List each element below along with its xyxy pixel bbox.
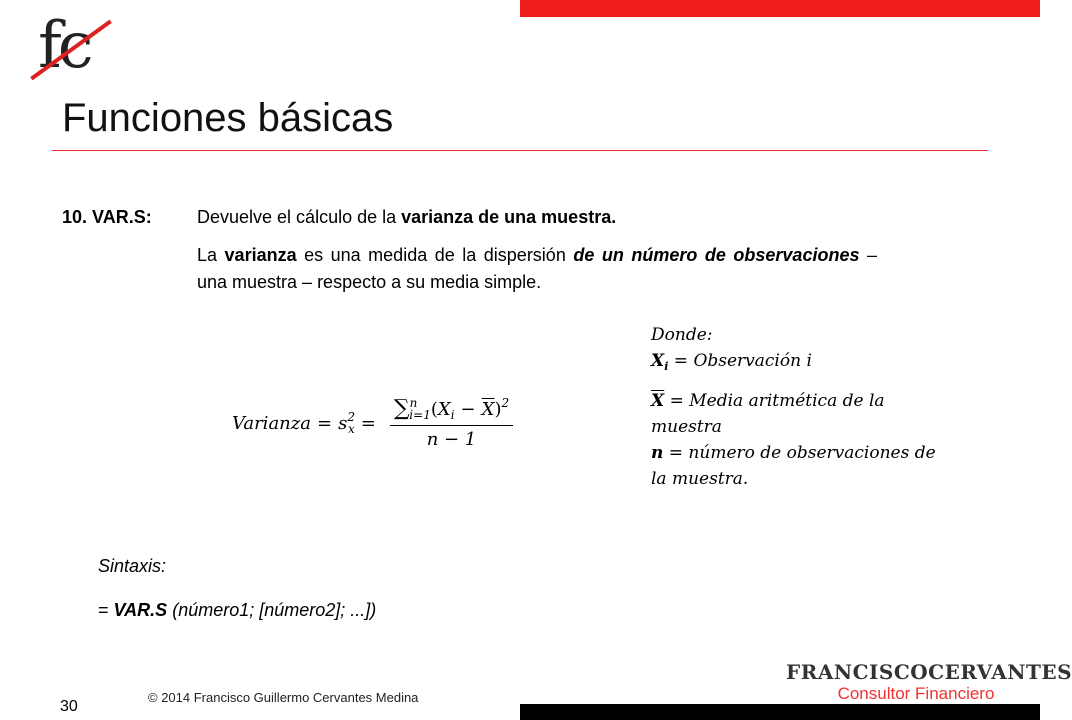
brand-name: FRANCISCOCERVANTES [786,660,1072,684]
syntax-line [98,598,376,622]
syntax-equals: = [98,600,114,620]
close-paren: ) [494,399,502,420]
description-text: Devuelve el cálculo de la [197,207,402,227]
legend-xi [651,348,951,380]
variance-formula [232,388,513,458]
legend-heading: Donde: [651,325,713,345]
paragraph-part5: – una muestra – respecto a su media simple. [197,245,877,292]
bottom-accent-bar [520,704,1040,720]
variance-paragraph [197,242,877,296]
function-description [197,204,897,230]
syntax-label: Sintaxis: [98,556,167,576]
formula-denominator: n − 1 [426,429,477,450]
legend-xbar-text: = Media aritmética de la muestra [651,391,885,437]
paragraph-part4: de un número de observaciones [573,245,860,265]
paragraph-part2: varianza [224,245,297,265]
copyright: © 2014 Francisco Guillermo Cervantes Medina [148,690,419,705]
sum-upper: n [409,396,418,410]
formula-x-bar: $\overline{X}$ [481,399,495,420]
syntax-function: VAR.S [113,600,168,620]
sum-symbol: ∑ [393,396,410,421]
formula-equals-1: = [316,412,333,434]
formula-numerator [390,396,513,426]
paragraph-part1: La [197,245,225,265]
fc-logo [22,10,112,88]
formula-x: X [437,399,451,420]
formula-s-sub: x [347,422,355,436]
brand-subtitle: Consultor Financiero [837,684,995,703]
legend-n [651,440,951,492]
logo-text: fc [38,9,90,83]
open-paren: ( [430,399,438,420]
description-bold: varianza de una muestra. [401,207,617,227]
legend-xi-symbol: X [651,351,665,371]
page-number: 30 [60,698,78,715]
brand-logo [786,660,1072,704]
formula-fraction [390,396,513,450]
page-title: Funciones básicas [62,96,394,140]
top-accent-bar [520,0,1040,17]
sum-lower: i=1 [409,408,431,422]
formula-s-symbol: s [338,413,348,434]
paragraph-part3: es una medida de la dispersión [296,245,574,265]
formula-square: 2 [501,396,510,410]
legend-xi-sub: i [664,360,669,373]
legend-n-symbol: n [651,443,664,463]
formula-equals-2: = [360,412,376,434]
formula-legend [651,322,951,492]
legend-n-text: = número de observaciones de la muestra. [651,443,936,489]
title-divider [52,150,988,151]
formula-s [338,410,355,436]
syntax-args: (número1; [número2]; ...]) [167,600,377,620]
function-label: 10. VAR.S: [62,207,152,227]
formula-minus: − [460,399,476,420]
formula-s-sup: 2 [347,410,355,424]
legend-xbar-symbol: $\overline{X}$ [651,391,665,411]
formula-x-sub: i [450,408,455,422]
legend-xi-text: = Observación i [668,351,812,371]
legend-xbar [651,388,951,440]
formula-lhs: Varianza [232,412,311,434]
